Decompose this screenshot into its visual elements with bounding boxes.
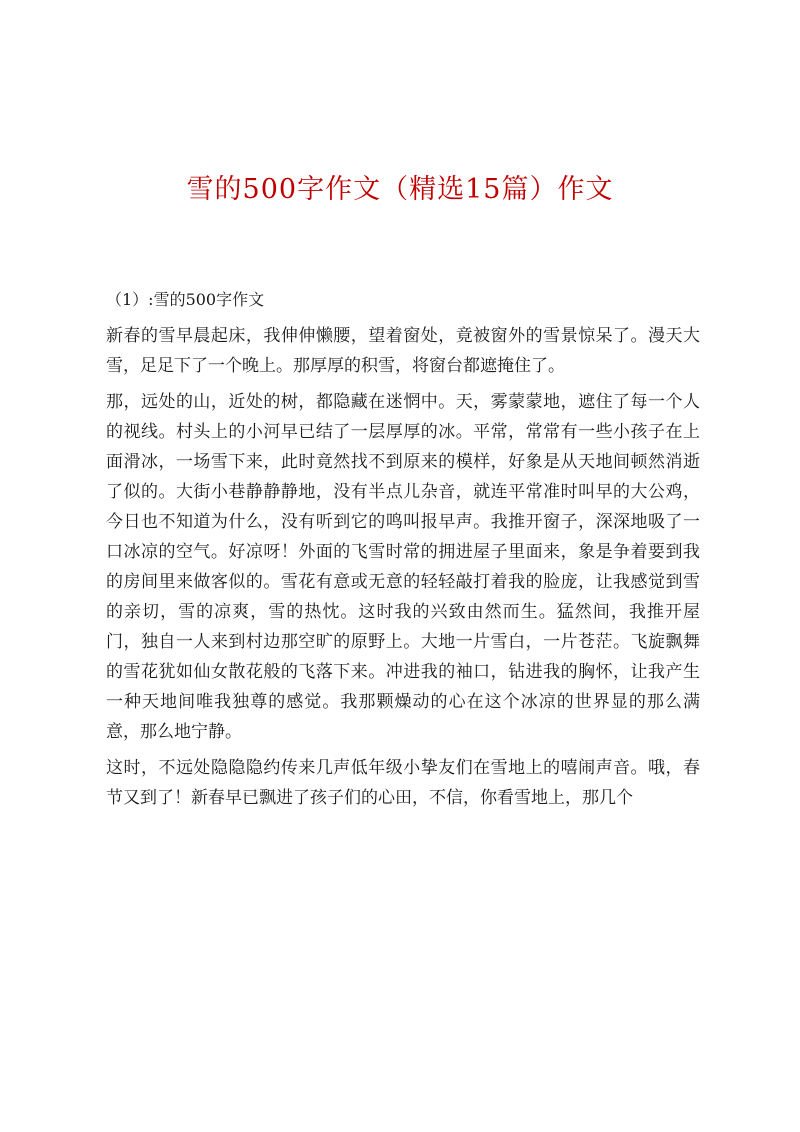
paragraph-2: 那，远处的山，近处的树，都隐藏在迷惘中。天，雾蒙蒙地，遮住了每一个人的视线。村头上的小河早已结了一层厚厚的冰。平常，常常有一些小孩子在上面滑冰，一场雪下来，此时竟然找不到原来的模样，好象是从天地间顿然消逝了似的。大街小巷静静静地，没有半点儿杂音，就连平常准时叫早的大公鸡，今日也不知道为什么，没有听到它的鸣叫报早声。我推开窗子，深深地吸了一口冰凉的空气。好凉呀！外面的飞雪时常的拥进屋子里面来，象是争着要到我的房间里来做客似的。雪花有意或无意的轻轻敲打着我的脸庞，让我感觉到雪的亲切，雪的凉爽，雪的热忱。这时我的兴致由然而生。猛然间，我推开屋门，独自一人来到村边那空旷的原野上。大地一片雪白，一片苍茫。飞旋飘舞的雪花犹如仙女散花般的飞落下来。冲进我的袖口，钻进我的胸怀，让我产生一种天地间唯我独尊的感觉。我那颗燥动的心在这个冰凉的世界显的那么满意，那么地宁静。	[106, 392, 700, 742]
paragraph-1: 新春的雪早晨起床，我伸伸懒腰，望着窗处，竟被窗外的雪景惊呆了。漫天大雪，足足下了一个晚上。那厚厚的积雪，将窗台都遮掩住了。	[106, 326, 700, 376]
paragraph-3: 这时，不远处隐隐隐约传来几声低年级小挚友们在雪地上的嘻闹声音。哦，春节又到了！新春早已飘进了孩子们的心田，不信，你看雪地上，那几个	[106, 758, 700, 808]
section-heading: （1）:雪的500字作文	[106, 290, 265, 309]
document-title: 雪的500字作文（精选15篇）作文	[186, 174, 614, 205]
document-body	[106, 285, 700, 819]
